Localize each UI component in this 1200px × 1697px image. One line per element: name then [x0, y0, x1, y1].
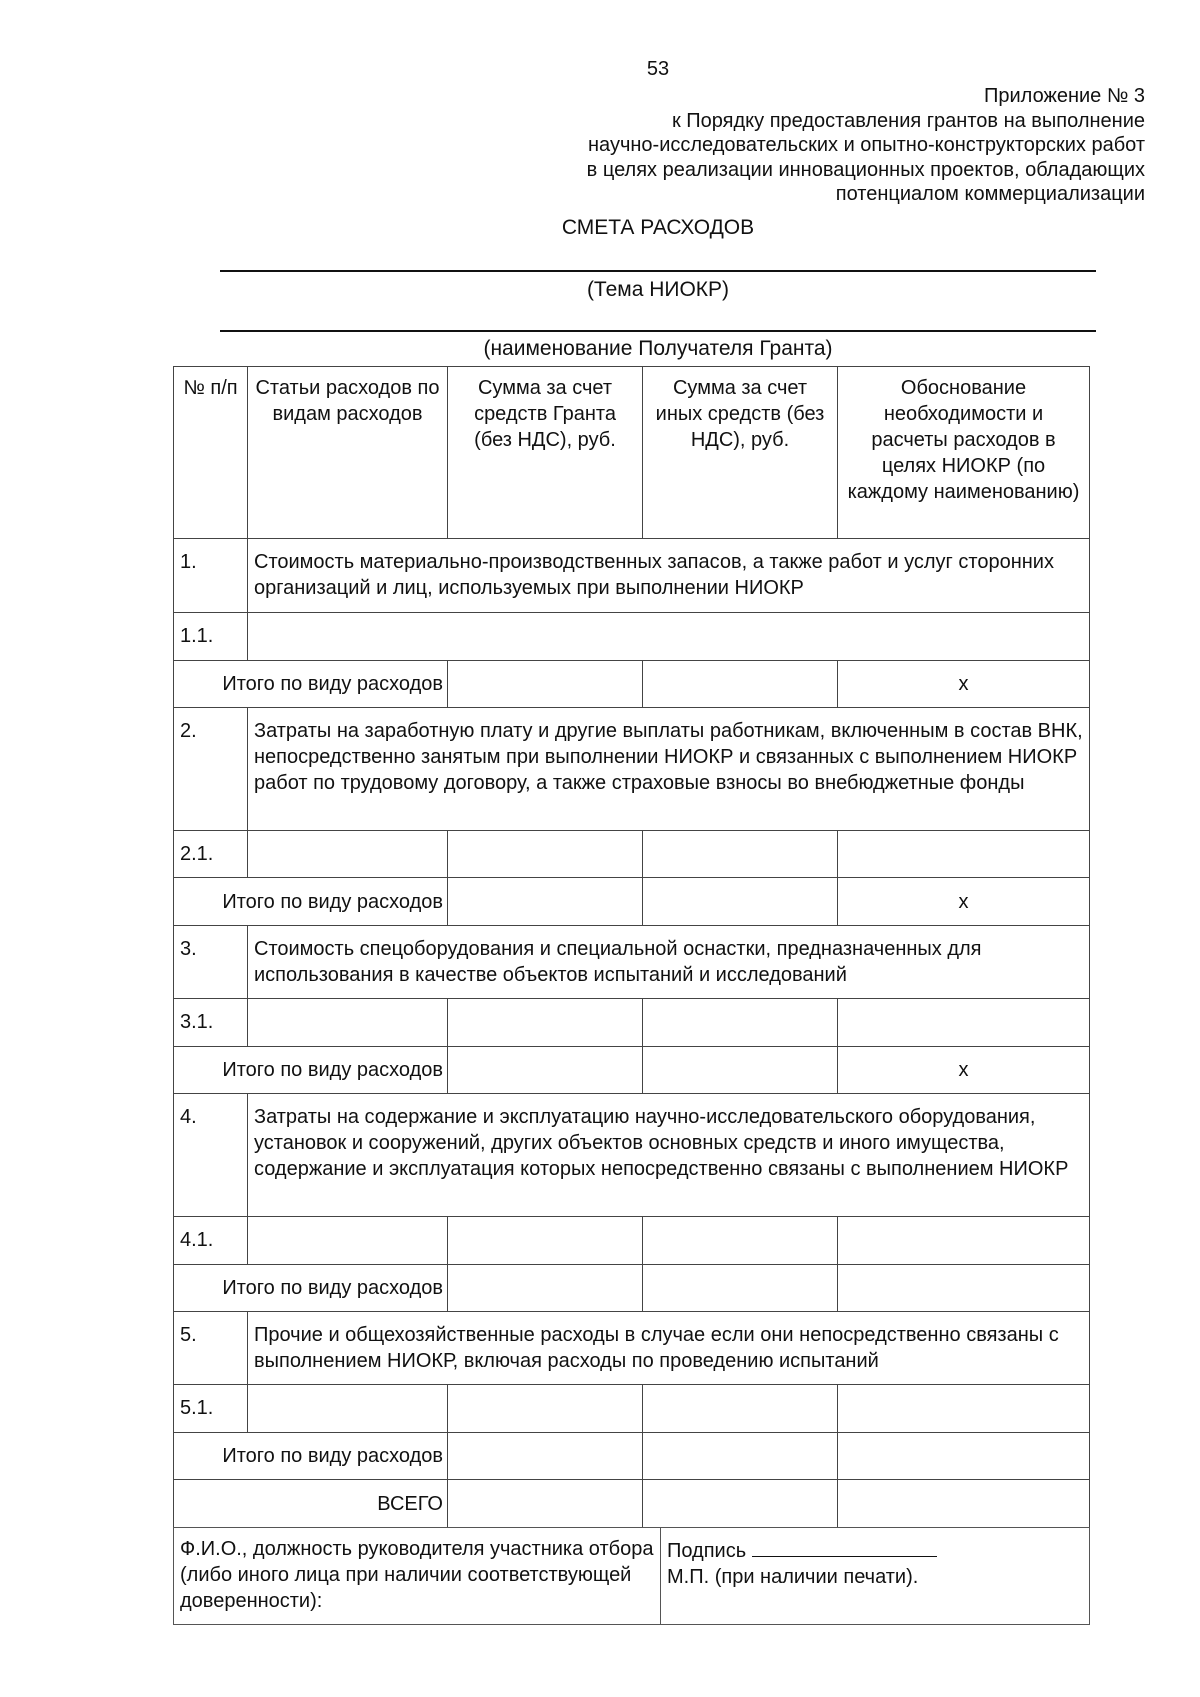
subitem-item-input[interactable] [248, 1217, 448, 1265]
subitem-other-sum-input[interactable] [643, 831, 838, 878]
recipient-caption: (наименование Получателя Гранта) [483, 337, 833, 360]
subitem-item-input[interactable] [248, 831, 448, 878]
subtotal-row [174, 1433, 1090, 1480]
subtotal-row [174, 878, 1090, 926]
section-number: 4. [174, 1094, 248, 1217]
subtotal-justification-mark: x [838, 661, 1090, 708]
subtotal-grant-sum-input[interactable] [448, 878, 643, 926]
grand-total-label: ВСЕГО [174, 1480, 448, 1528]
subtotal-row [174, 1265, 1090, 1312]
appendix-line: Приложение № 3 [984, 85, 1145, 107]
subtotal-justification-mark [838, 1433, 1090, 1480]
subtotal-row [174, 1047, 1090, 1094]
appendix-line: потенциалом коммерциализации [835, 183, 1145, 205]
subitem-justification-input[interactable] [838, 831, 1090, 878]
subitem-row [174, 613, 1090, 661]
subitem-grant-sum-input[interactable] [448, 1217, 643, 1265]
subitem-number: 3.1. [174, 999, 248, 1047]
signature-block [173, 1527, 1090, 1625]
signature-label: Подпись [667, 1540, 747, 1562]
section-description: Затраты на заработную плату и другие выплаты работникам, включенным в состав ВНК, непосредственно занятым при выполнении НИОКР и связанных с выполнением НИОКР работ по трудовому договору, а также страховые взносы во внебюджетные фонды [248, 708, 1090, 831]
subitem-justification-input[interactable] [838, 1217, 1090, 1265]
subtotal-other-sum-input[interactable] [643, 1433, 838, 1480]
appendix-line: в целях реализации инновационных проектов, обладающих [586, 158, 1145, 181]
signature-cell [661, 1528, 1090, 1625]
subtotal-label: Итого по виду расходов [174, 1433, 448, 1480]
subitem-row [174, 999, 1090, 1047]
section-description: Затраты на содержание и эксплуатацию научно-исследовательского оборудования, установок и сооружений, других объектов основных средств и иного имущества, содержание и эксплуатация которых непосредственно связаны с выполнением НИОКР [248, 1094, 1090, 1217]
subtotal-row [174, 661, 1090, 708]
topic-fill-line [220, 270, 1096, 272]
subitem-row [174, 831, 1090, 878]
subtotal-grant-sum-input[interactable] [448, 1047, 643, 1094]
header-other-sum: Сумма за счет иных средств (без НДС), руб. [643, 367, 838, 539]
section-description: Прочие и общехозяйственные расходы в случае если они непосредственно связаны с выполнением НИОКР, включая расходы по проведению испытаний [248, 1312, 1090, 1385]
budget-table [173, 366, 1090, 1528]
header-num: № п/п [174, 367, 248, 539]
section-description: Стоимость материально-производственных запасов, а также работ и услуг сторонних организаций и лиц, используемых при выполнении НИОКР [248, 539, 1090, 613]
section-number: 5. [174, 1312, 248, 1385]
subtotal-label: Итого по виду расходов [174, 1047, 448, 1094]
subitem-number: 2.1. [174, 831, 248, 878]
section-number: 1. [174, 539, 248, 613]
subtotal-justification-mark: x [838, 1047, 1090, 1094]
subitem-row [174, 1217, 1090, 1265]
document-title: СМЕТА РАСХОДОВ [561, 216, 755, 239]
subitem-justification-input[interactable] [838, 999, 1090, 1047]
subitem-number: 4.1. [174, 1217, 248, 1265]
subtotal-justification-mark [838, 1265, 1090, 1312]
subitem-grant-sum-input[interactable] [448, 831, 643, 878]
subtotal-grant-sum-input[interactable] [448, 1265, 643, 1312]
subtotal-label: Итого по виду расходов [174, 1265, 448, 1312]
subitem-other-sum-input[interactable] [643, 1385, 838, 1433]
section-row [174, 1094, 1090, 1217]
section-description: Стоимость спецоборудования и специальной оснастки, предназначенных для использования в качестве объектов испытаний и исследований [248, 926, 1090, 999]
appendix-heading [587, 84, 1145, 207]
subitem-item-input[interactable] [248, 1385, 448, 1433]
subitem-number: 5.1. [174, 1385, 248, 1433]
recipient-fill-line [220, 330, 1096, 332]
subtotal-label: Итого по виду расходов [174, 661, 448, 708]
subitem-grant-sum-input[interactable] [448, 999, 643, 1047]
section-row [174, 539, 1090, 613]
subitem-grant-sum-input[interactable] [448, 1385, 643, 1433]
appendix-line: научно-исследовательских и опытно-конструкторских работ [588, 134, 1145, 156]
header-grant-sum: Сумма за счет средств Гранта (без НДС), руб. [448, 367, 643, 539]
section-number: 2. [174, 708, 248, 831]
grand-total-other-sum-input[interactable] [643, 1480, 838, 1528]
subitem-item-input[interactable] [248, 999, 448, 1047]
header-row [174, 367, 1090, 539]
subtotal-other-sum-input[interactable] [643, 1265, 838, 1312]
grand-total-grant-sum-input[interactable] [448, 1480, 643, 1528]
signer-name-position: Ф.И.О., должность руководителя участника отбора (либо иного лица при наличии соответствующей доверенности): [174, 1528, 661, 1625]
subtotal-other-sum-input[interactable] [643, 1047, 838, 1094]
subtotal-justification-mark: x [838, 878, 1090, 926]
section-row [174, 1312, 1090, 1385]
subtotal-grant-sum-input[interactable] [448, 661, 643, 708]
section-row [174, 708, 1090, 831]
topic-caption: (Тема НИОКР) [586, 278, 730, 301]
subtotal-grant-sum-input[interactable] [448, 1433, 643, 1480]
header-item: Статьи расходов по видам расходов [248, 367, 448, 539]
subitem-other-sum-input[interactable] [643, 999, 838, 1047]
subtotal-other-sum-input[interactable] [643, 878, 838, 926]
page-number: 53 [646, 58, 670, 80]
subitem-other-sum-input[interactable] [643, 1217, 838, 1265]
grand-total-justification-input[interactable] [838, 1480, 1090, 1528]
appendix-line: к Порядку предоставления грантов на выполнение [671, 109, 1145, 132]
section-number: 3. [174, 926, 248, 999]
subitem-number: 1.1. [174, 613, 248, 661]
signature-line[interactable] [752, 1536, 937, 1557]
header-justification: Обоснование необходимости и расчеты расходов в целях НИОКР (по каждому наименованию) [838, 367, 1090, 539]
subtotal-other-sum-input[interactable] [643, 661, 838, 708]
stamp-note: М.П. (при наличии печати). [667, 1566, 919, 1588]
subitem-row [174, 1385, 1090, 1433]
subitem-input[interactable] [248, 613, 1090, 661]
grand-total-row [174, 1480, 1090, 1528]
subtotal-label: Итого по виду расходов [174, 878, 448, 926]
section-row [174, 926, 1090, 999]
subitem-justification-input[interactable] [838, 1385, 1090, 1433]
